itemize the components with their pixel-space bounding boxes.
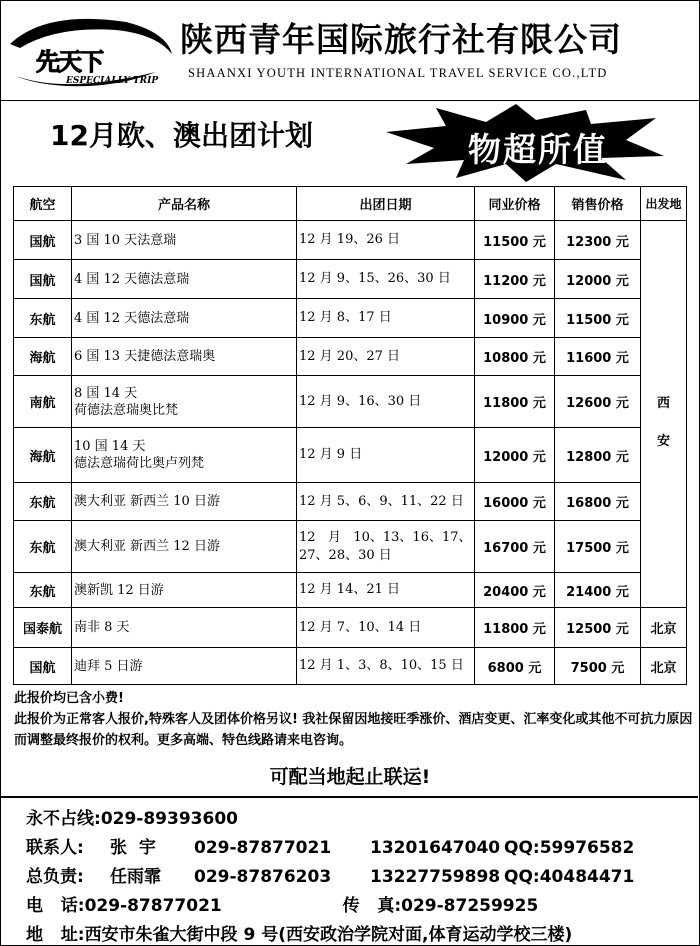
trade-price-cell: 6800 元 [475, 648, 555, 685]
departure-beijing-cell: 北京 [641, 608, 687, 648]
trade-price-cell: 11500 元 [475, 221, 555, 260]
header-departure: 出发地 [641, 187, 687, 221]
note-price-policy: 此报价为正常客人报价,特殊客人及团体价格另议! 我社保留因地接旺季涨价、酒店变更、汇率变化或其他不可抗力原因而调整最终报价的权利。更多高端、特色线路请来电咨询。 [14, 712, 693, 748]
table-row [14, 573, 687, 608]
table-row [14, 521, 687, 573]
departure-xian-1: 西 [656, 396, 670, 411]
hotline-label: 永不占线: [26, 809, 101, 829]
logo-en-text: ESPECIALLY TRIP [66, 76, 159, 86]
date-cell: 12 月 14、21 日 [297, 573, 475, 608]
airline-cell: 国航 [14, 648, 72, 685]
table-row [14, 221, 687, 260]
date-cell: 12 月 9、15、26、30 日 [297, 260, 475, 299]
product-line-1: 8 国 14 天 [74, 385, 138, 401]
hotline-row [26, 804, 238, 829]
date-line-1: 12 月 10、13、16、17、 [299, 529, 472, 545]
departure-xian-2: 安 [656, 434, 670, 449]
contact-tel: 029-87877021 [194, 838, 332, 858]
table-row [14, 338, 687, 376]
product-cell: 4 国 12 天德法意瑞 [72, 260, 297, 299]
header-trade-price: 同业价格 [475, 187, 555, 221]
header-retail-price: 销售价格 [555, 187, 641, 221]
airline-cell: 国航 [14, 221, 72, 260]
retail-price-cell: 12800 元 [555, 428, 641, 483]
airline-cell: 国泰航 [14, 608, 72, 648]
retail-price-cell: 17500 元 [555, 521, 641, 573]
retail-price-cell: 7500 元 [555, 648, 641, 685]
address-text: 西安市朱雀大街中段 9 号(西安政治学院对面,体育运动学校三楼) [84, 925, 573, 945]
product-line-2: 德法意瑞荷比奥卢列梵 [74, 456, 205, 471]
retail-price-cell: 21400 元 [555, 573, 641, 608]
address-label: 地 址: [26, 925, 85, 945]
company-name-cn: 陕西青年国际旅行社有限公司 [180, 20, 622, 59]
note-tips-included: 此报价均已含小费! [14, 691, 124, 706]
date-line-2: 27、28、30 日 [299, 547, 392, 563]
product-line-1: 10 国 14 天 [74, 439, 146, 454]
product-cell: 澳新凯 12 日游 [72, 573, 297, 608]
header-date: 出团日期 [297, 187, 475, 221]
contact-section [0, 796, 698, 946]
trade-price-cell: 11200 元 [475, 260, 555, 299]
phone-number: 029-87877021 [84, 896, 222, 916]
table-row [14, 260, 687, 299]
date-cell: 12 月 19、26 日 [297, 221, 475, 260]
page-title: 12月欧、澳出团计划 [50, 119, 313, 152]
product-line-2: 荷德法意瑞奥比梵 [74, 402, 179, 418]
product-cell [72, 428, 297, 483]
company-name-en: SHAANXI YOUTH INTERNATIONAL TRAVEL SERVICE CO.,LTD [188, 66, 608, 80]
fax-label: 传 真: [342, 896, 402, 916]
departure-xian-cell [641, 221, 687, 608]
trade-price-cell: 16700 元 [475, 521, 555, 573]
manager-row [26, 862, 634, 887]
date-cell: 12 月 7、10、14 日 [297, 608, 475, 648]
hotline-number: 029-89393600 [100, 809, 238, 829]
table-row [14, 648, 687, 685]
date-cell: 12 月 5、6、9、11、22 日 [297, 483, 475, 521]
trade-price-cell: 11800 元 [475, 608, 555, 648]
manager-mobile: 13227759898 [370, 867, 501, 887]
retail-price-cell: 11600 元 [555, 338, 641, 376]
trade-price-cell: 10800 元 [475, 338, 555, 376]
date-cell: 12 月 1、3、8、10、15 日 [297, 648, 475, 685]
date-cell: 12 月 9、16、30 日 [297, 376, 475, 428]
joint-transport-note: 可配当地起止联运! [269, 766, 431, 788]
retail-price-cell: 12600 元 [555, 376, 641, 428]
airline-cell: 东航 [14, 573, 72, 608]
product-cell: 4 国 12 天德法意瑞 [72, 299, 297, 338]
manager-qq: QQ:40484471 [504, 867, 635, 887]
retail-price-cell: 12000 元 [555, 260, 641, 299]
retail-price-cell: 11500 元 [555, 299, 641, 338]
retail-price-cell: 12500 元 [555, 608, 641, 648]
trade-price-cell: 12000 元 [475, 428, 555, 483]
phone-fax-row [26, 891, 538, 916]
departure-beijing-cell: 北京 [641, 648, 687, 685]
airline-cell: 国航 [14, 260, 72, 299]
product-cell: 迪拜 5 日游 [72, 648, 297, 685]
airline-cell: 东航 [14, 299, 72, 338]
contact-name: 张 宇 [110, 838, 156, 858]
company-logo [6, 14, 176, 92]
product-cell: 澳大利亚 新西兰 12 日游 [72, 521, 297, 573]
logo-cn-text: 先天下 [36, 47, 102, 76]
table-row [14, 608, 687, 648]
contact-person-row [26, 833, 634, 858]
table-row [14, 299, 687, 338]
date-cell: 12 月 9 日 [297, 428, 475, 483]
manager-label: 总负责: [26, 867, 84, 887]
trade-price-cell: 11800 元 [475, 376, 555, 428]
manager-name: 任雨霏 [110, 867, 161, 887]
address-row [26, 920, 572, 945]
airline-cell: 东航 [14, 483, 72, 521]
table-row [14, 376, 687, 428]
trade-price-cell: 20400 元 [475, 573, 555, 608]
header-airline: 航空 [14, 187, 72, 221]
manager-tel: 029-87876203 [194, 867, 332, 887]
slogan-text: 物超所值 [468, 130, 608, 169]
product-cell [72, 376, 297, 428]
contact-qq: QQ:59976582 [504, 838, 635, 858]
table-row [14, 428, 687, 483]
table-row [14, 483, 687, 521]
airline-cell: 海航 [14, 428, 72, 483]
product-cell: 澳大利亚 新西兰 10 日游 [72, 483, 297, 521]
airline-cell: 南航 [14, 376, 72, 428]
retail-price-cell: 12300 元 [555, 221, 641, 260]
table-header-row [14, 187, 687, 221]
date-cell: 12 月 20、27 日 [297, 338, 475, 376]
notes [14, 688, 694, 751]
tour-plan-table [13, 186, 687, 685]
trade-price-cell: 16000 元 [475, 483, 555, 521]
product-cell: 3 国 10 天法意瑞 [72, 221, 297, 260]
trade-price-cell: 10900 元 [475, 299, 555, 338]
phone-label: 电 话: [26, 896, 85, 916]
retail-price-cell: 16800 元 [555, 483, 641, 521]
contact-mobile: 13201647040 [370, 838, 501, 858]
product-cell: 南非 8 天 [72, 608, 297, 648]
contact-label: 联系人: [26, 838, 84, 858]
product-cell: 6 国 13 天捷德法意瑞奥 [72, 338, 297, 376]
header [0, 0, 700, 101]
airline-cell: 东航 [14, 521, 72, 573]
airline-cell: 海航 [14, 338, 72, 376]
date-cell [297, 521, 475, 573]
fax-number: 029-87259925 [401, 896, 539, 916]
date-cell: 12 月 8、17 日 [297, 299, 475, 338]
header-product: 产品名称 [72, 187, 297, 221]
